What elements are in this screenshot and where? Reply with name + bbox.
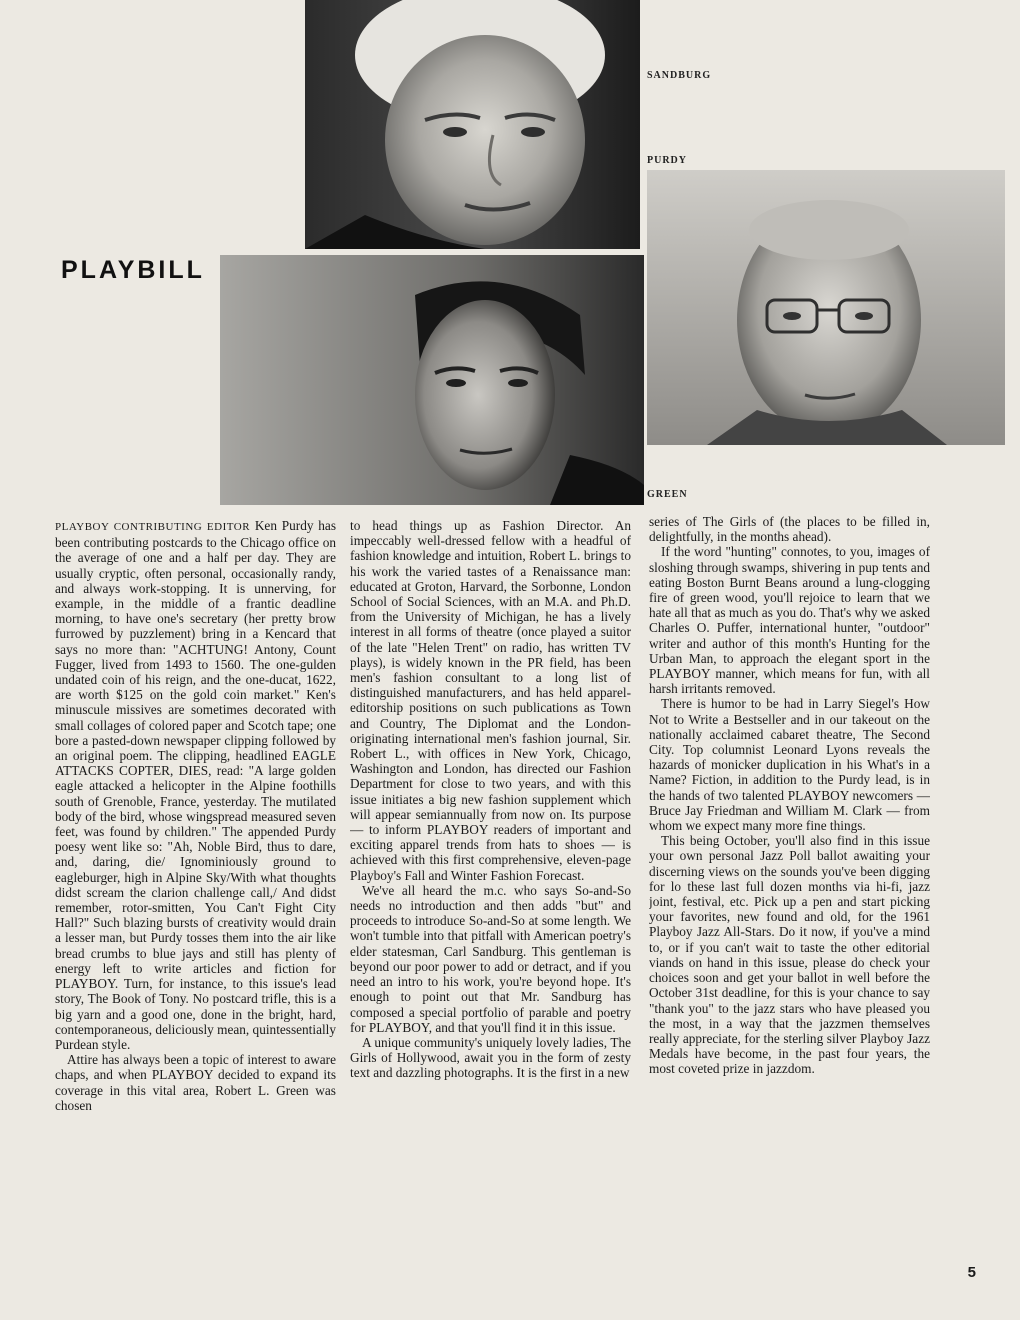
caption-green: GREEN [647,489,688,500]
paragraph-text: Ken Purdy has been contributing postcards to the Chicago office on the average of one and a half per day. They are usually cryptic, often personal, occasionally randy, and always work-stopping. It is unnerving, for example, in the middle of a frantic deadline morning, to have one's secretary (her pretty brow furrowed by puzzlement) bring in a Kencard that says no more than: "ACHTUNG! Antony, Count Fugger, lived from 1493 to 1560. The one-gulden undated coin of his reign, and the one-ducat, 1622, are worth $125 on the gold coin market." Ken's minuscule missives are sometimes decorated with small collages of colored paper and Scotch tape; one bore a pasted-down newspaper clipping followed by an original poem. The clipping, headlined EAGLE ATTACKS COPTER, DIES, read: "A large golden eagle attacked a helicopter in the Alpine foothills south of Grenoble, France, yesterday. The mutilated body of the bird, whose wingspread measured seven feet, was found by children." The appended Purdy poesy went like so: "Ah, Noble Bird, thus to dare, and, daring, die/ Ignominiously ground to eagleburger, high in Alpine Sky/With what thoughts didst scream the clarion challenge call,/ And didst remember, rotor-smitten, You Can't Fight City Hall?" Such blazing bursts of creativity would drain a lesser man, but Purdy tosses them into the air like bread crumbs to blue jays and still has plenty of energy left to write articles and fiction for PLAYBOY. Turn, for instance, to this issue's lead story, The Book of Tony. No postcard trifle, this is a big yarn and a good one, done in the bright, hard, contemporaneous, deliciously mean, quintessentially Purdean style. [55,518,336,1052]
column-1 [55,518,336,1278]
paragraph: If the word "hunting" connotes, to you, images of sloshing through swamps, shivering in pup tents and eating Boston Burnt Beans around a lung-clogging fire of green wood, you'll rejoice to learn that we hate all that as much as you do. That's why we asked Charles O. Puffer, international hunter, "outdoor" writer and author of this month's Hunting for the Urban Man, to approach the elegant sport in the PLAYBOY manner, which means for fun, with all harsh irritants removed. [649,544,930,697]
paragraph: There is humor to be had in Larry Siegel's How Not to Write a Bestseller and in our takeout on the nationally acclaimed cabaret theatre, The Second City. Top columnist Leonard Lyons reveals the hazards of monicker duplication in his What's in a Name? Fiction, in addition to the Purdy lead, is in the hands of two talented PLAYBOY newcomers — Bruce Jay Friedman and William M. Clark — from whom we expect many more fine things. [649,696,930,834]
page-number: 5 [967,1264,976,1281]
paragraph: series of The Girls of (the places to be filled in, delightfully, in the months ahead). [649,514,930,545]
paragraph: This being October, you'll also find in this issue your own personal Jazz Poll ballot awaiting your discerning views on the sounds you've been digging for lo these last full dozen months via hi-fi, jazz joint, festival, etc. Pick up a pen and start picking your favorites, new found and old, for the 1961 Playboy Jazz All-Stars. Do it now, if you've a mind to, or if you can't wait to taste the other editorial viands on hand in this issue, please do check your choices soon and get your ballot in well before the October 31st deadline, for this is your chance to say "thank you" to the jazz stars who have pleased you the most, in a way that the jazzmen themselves really appreciate, for the sterling silver Playboy Jazz Medals have become, in the past four years, the most coveted prize in jazzdom. [649,833,930,1077]
paragraph: A unique community's uniquely lovely ladies, The Girls of Hollywood, await you in the form of zesty text and dazzling photographs. It is the first in a new [350,1034,631,1081]
paragraph: We've all heard the m.c. who says So-and-So needs no introduction and then adds "but" and proceeds to introduce So-and-So at some length. We won't tumble into that pitfall with American poetry's elder statesman, Carl Sandburg. This gentleman is beyond our poor power to add or detract, and if you need an intro to his work, you're beyond hope. It's enough to point out that Mr. Sandburg has composed a special portfolio of parable and poetry for PLAYBOY, and that you'll find it in this issue. [350,882,631,1035]
paragraph [55,518,336,1052]
paragraph: to head things up as Fashion Director. An impeccably well-dressed fellow with a headful of fashion knowledge and intuition, Robert L. brings to his work the varied tastes of a Renaissance man: educated at Groton, Harvard, the Sorbonne, London School of Social Sciences, with an M.A. and Ph.D. from the University of Michigan, he has a lively interest in all forms of theatre (once played a suitor of the late "Helen Trent" on radio, has written TV plays), is widely known in the PR field, has been men's fashion consultant to a long list of distinguished manufacturers, and has held apparel-editorship positions on such publications as Town and Country, The Diplomat and the London-originating international men's fashion journal, Sir. Robert L., with offices in New York, Chicago, Washington and London, has directed our Fashion Department for close to two years, and with this issue initiates a big new fashion supplement which will appear semiannually from now on. Its purpose — to inform PLAYBOY readers of important and exciting apparel trends from hats to shoes — is achieved with this first comprehensive, eleven-page Playboy's Fall and Winter Fashion Forecast. [350,518,631,883]
page-heading: PLAYBILL [61,256,205,284]
column-3 [649,514,930,1274]
paragraph: Attire has always been a topic of interest to aware chaps, and when PLAYBOY decided to expand its coverage in this vital area, Robert L. Green was chosen [55,1052,336,1113]
contributing-editor-label: PLAYBOY CONTRIBUTING EDITOR [55,521,251,533]
sandburg-photo [305,0,640,249]
column-2 [350,518,631,1278]
caption-purdy: PURDY [647,155,687,166]
caption-sandburg: SANDBURG [647,70,712,81]
green-photo [220,255,644,505]
purdy-photo [647,170,1005,445]
